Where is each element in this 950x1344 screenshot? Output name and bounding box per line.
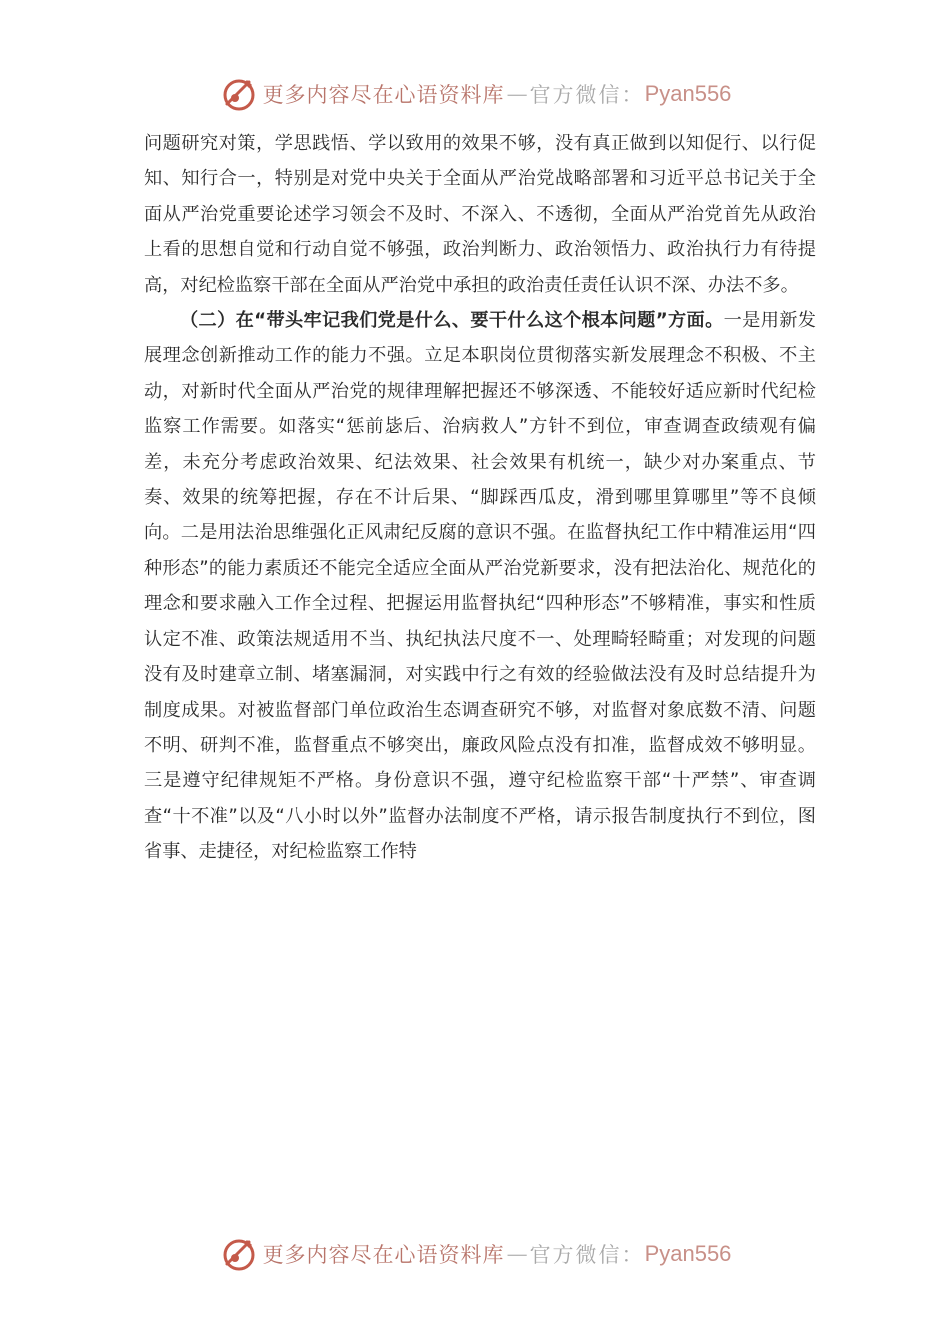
paragraph-1: 问题研究对策，学思践悟、学以致用的效果不够，没有真正做到以知促行、以行促知、知行合一，特别是对党中央关于全面从严治党战略部署和习近平总书记关于全面从严治党重要论述学习领会不及时、不深入、不透彻，全面从严治党首先从政治上看的思想自觉和行动自觉不够强，政治判断力、政治领悟力、政治执行力有待提高，对纪检监察干部在全面从严治党中承担的政治责任责任认识不深、办法不多。 — [144, 133, 816, 296]
logo-icon — [219, 1234, 259, 1274]
paragraph-2-text: 一是用新发展理念创新推动工作的能力不强。立足本职岗位贯彻落实新发展理念不积极、不主动，对新时代全面从严治党的规律理解把握还不够深透、不能较好适应新时代纪检监察工作需要。如落实“惩前毖后、治病救人”方针不到位，审查调查政绩观有偏差，未充分考虑政治效果、纪法效果、社会效果有机统一，缺少对办案重点、节奏、效果的统筹把握，存在不计后果、“脚踩西瓜皮，滑到哪里算哪里”等不良倾向。二是用法治思维强化正风肃纪反腐的意识不强。在监督执纪工作中精准运用“四种形态”的能力素质还不能完全适应全面从严治党新要求，没有把法治化、规范化的理念和要求融入工作全过程、把握运用监督执纪“四种形态”不够精准，事实和性质认定不准、政策法规适用不当、执纪执法尺度不一、处理畸轻畸重；对发现的问题没有及时建章立制、堵塞漏洞，对实践中行之有效的经验做法没有及时总结提升为制度成果。对被监督部门单位政治生态调查研究不够，对监督对象底数不清、问题不明、研判不准，监督重点不够突出，廉政风险点没有扣准，监督成效不够明显。三是遵守纪律规矩不严格。身份意识不强，遵守纪检监察干部“十严禁”、审查调查“十不准”以及“八小时以外”监督办法制度不严格，请示报告制度执行不到位，图省事、走捷径，对纪检监察工作特 — [144, 310, 816, 863]
banner-separator: — — [506, 1242, 528, 1266]
banner-official-label: 官方微信： — [529, 83, 645, 107]
banner-wechat-id: Pyan556 — [644, 1241, 732, 1266]
banner-separator: — — [506, 82, 528, 106]
banner-official-label: 官方微信： — [529, 1243, 645, 1267]
paragraph-2 — [144, 303, 816, 870]
banner-main-text: 更多内容尽在心语资料库 — [262, 1243, 505, 1267]
footer-watermark — [0, 1230, 950, 1278]
banner-main-text: 更多内容尽在心语资料库 — [262, 83, 505, 107]
section-heading: （二）在“带头牢记我们党是什么、要干什么这个根本问题”方面。 — [180, 310, 724, 332]
header-watermark — [0, 70, 950, 118]
document-body — [144, 126, 816, 870]
banner-wechat-id: Pyan556 — [644, 81, 732, 106]
logo-icon — [219, 74, 259, 114]
